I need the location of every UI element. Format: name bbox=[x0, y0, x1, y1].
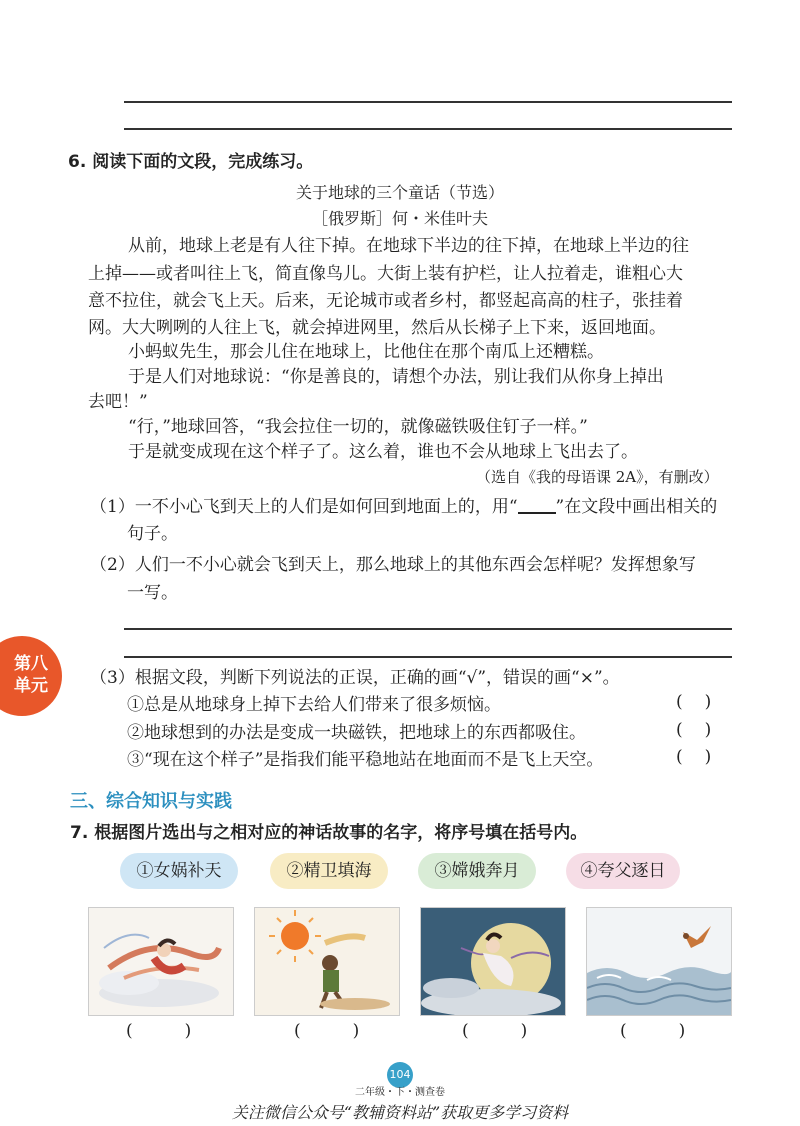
passage-line: “行，”地球回答，“我会拉住一切的，就像磁铁吸住钉子一样。” bbox=[128, 417, 588, 437]
statement-3: ③“现在这个样子”是指我们能平稳地站在地面而不是飞上天空。 bbox=[127, 750, 604, 770]
answer-line[interactable] bbox=[124, 628, 732, 630]
subquestion-3: （3）根据文段，判断下列说法的正误，正确的画“√”，错误的画“×”。 bbox=[90, 668, 620, 688]
answer-parentheses[interactable]: () bbox=[294, 1021, 412, 1041]
section-3-title: 三、综合知识与实践 bbox=[70, 791, 232, 812]
picture-jingwei-bird-sea bbox=[586, 907, 732, 1016]
option-pill-2: ②精卫填海 bbox=[270, 853, 388, 889]
passage-line: 网。大大咧咧的人往上飞，就会掉进网里，然后从长梯子上下来，返回地面。 bbox=[88, 318, 666, 338]
option-pill-1: ①女娲补天 bbox=[120, 853, 238, 889]
picture-chang-e-flying bbox=[88, 907, 234, 1016]
unit-tab bbox=[0, 636, 62, 716]
passage-line: 从前，地球上老是有人往下掉。在地球下半边的往下掉，在地球上半边的往 bbox=[128, 236, 689, 256]
passage-line: 上掉——或者叫往上飞，简直像鸟儿。大街上装有护栏，让人拉着走，谁粗心大 bbox=[88, 264, 683, 284]
subquestion-1-text: （1）一不小心飞到天上的人们是如何回到地面上的，用“ bbox=[90, 497, 518, 517]
underline-symbol bbox=[518, 494, 556, 514]
picture-chang-e-moon bbox=[420, 907, 566, 1016]
passage-line: 于是就变成现在这个样子了。这么着，谁也不会从地球上飞出去了。 bbox=[128, 442, 638, 462]
passage-line: 于是人们对地球说：“你是善良的，请想个办法，别让我们从你身上掉出 bbox=[128, 367, 664, 387]
unit-tab-line1: 第八 bbox=[14, 654, 48, 674]
passage-line: 去吧！” bbox=[88, 392, 148, 412]
question-7-heading: 7. 根据图片选出与之相对应的神话故事的名字，将序号填在括号内。 bbox=[70, 823, 588, 843]
answer-line[interactable] bbox=[124, 101, 732, 103]
watermark-text: 关注微信公众号“教辅资料站”获取更多学习资料 bbox=[231, 1103, 569, 1122]
option-pill-3: ③嫦娥奔月 bbox=[418, 853, 536, 889]
unit-tab-line2: 单元 bbox=[14, 676, 48, 696]
statement-2: ②地球想到的办法是变成一块磁铁，把地球上的东西都吸住。 bbox=[127, 723, 586, 743]
answer-parentheses[interactable]: () bbox=[620, 1021, 738, 1041]
subquestion-1 bbox=[90, 494, 717, 520]
option-pill-4: ④夸父逐日 bbox=[566, 853, 680, 889]
passage-title: 关于地球的三个童话（节选） bbox=[295, 183, 504, 202]
subquestion-1-text-end: ”在文段中画出相关的 bbox=[555, 497, 718, 517]
passage-line: 意不拉住，就会飞上天。后来，无论城市或者乡村，都竖起高高的柱子，张挂着 bbox=[88, 291, 683, 311]
answer-parentheses[interactable]: () bbox=[462, 1021, 580, 1041]
answer-parentheses[interactable]: () bbox=[676, 720, 734, 740]
subquestion-2: （2）人们一不小心就会飞到天上，那么地球上的其他东西会怎样呢？发挥想象写 bbox=[90, 555, 696, 575]
picture-kuafu-chasing-sun bbox=[254, 907, 400, 1016]
page-number: 104 bbox=[387, 1062, 413, 1088]
answer-parentheses[interactable]: () bbox=[126, 1021, 244, 1041]
passage-author: ［俄罗斯］何・米佳叶夫 bbox=[311, 209, 488, 228]
subquestion-2-cont: 一写。 bbox=[127, 583, 178, 603]
answer-parentheses[interactable]: () bbox=[676, 692, 734, 712]
passage-source: （选自《我的母语课 2A》，有删改） bbox=[476, 468, 719, 486]
statement-1: ①总是从地球身上掉下去给人们带来了很多烦恼。 bbox=[127, 695, 501, 715]
answer-parentheses[interactable]: () bbox=[676, 747, 734, 767]
subquestion-1-cont: 句子。 bbox=[127, 524, 178, 544]
answer-line[interactable] bbox=[124, 128, 732, 130]
passage-line: 小蚂蚁先生，那会儿住在地球上，比他住在那个南瓜上还糟糕。 bbox=[128, 342, 604, 362]
question-6-heading: 6. 阅读下面的文段，完成练习。 bbox=[68, 152, 314, 172]
answer-line[interactable] bbox=[124, 656, 732, 658]
page-subtitle: 二年级・下・测查卷 bbox=[355, 1087, 445, 1098]
